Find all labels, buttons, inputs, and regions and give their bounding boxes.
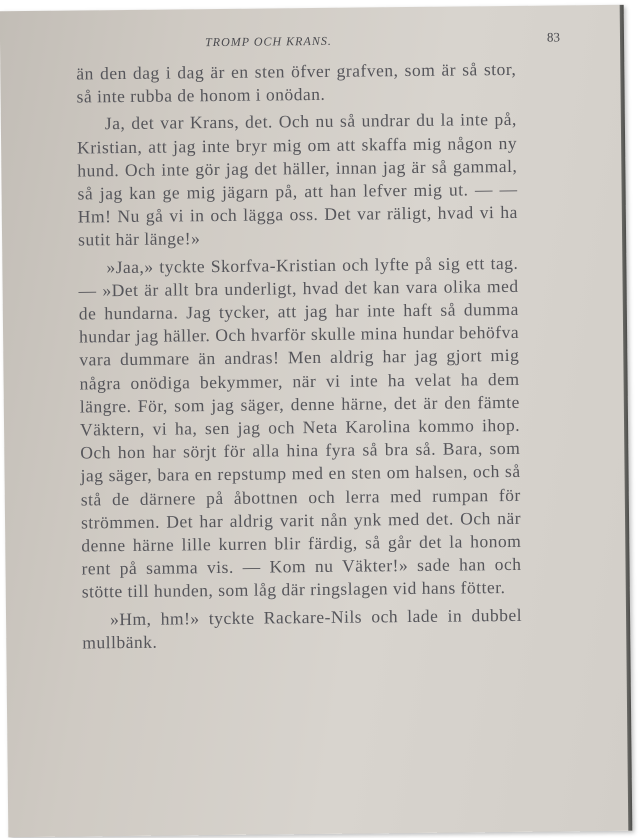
paragraph-1: än den dag i dag är en sten öfver grafven, som är så stor, så inte rubba de honom i onödan. <box>76 58 517 107</box>
page-edge-shadow <box>620 5 633 831</box>
page-number: 83 <box>546 29 561 45</box>
paragraph-2: Ja, det var Krans, det. Och nu så undrar du la inte på, Kristian, att jag inte bryr mig om att skaffa mig någon ny hund. Och inte gör jag det häller, innan jag är så gammal, så jag kan ge mig jägarn på, att han lefver mig ut. — — Hm! Nu gå vi in och lägga oss. Det var räligt, hvad vi ha sutit här länge!» <box>77 109 518 250</box>
page-header <box>60 29 561 57</box>
book-page <box>0 5 632 837</box>
running-title: TROMP OCH KRANS. <box>204 33 332 50</box>
body-text <box>76 58 522 659</box>
paragraph-4: »Hm, hm!» tyckte Rackare-Nils och lade in dubbel mullbänk. <box>82 604 523 653</box>
paragraph-3: »Jaa,» tyckte Skorfva-Kristian och lyfte på sig ett tag. — »Det är allt bra underligt, hvad det kan vara olika med de hundarna. Jag tycker, att jag har inte haft så dumma hundar jag häller. Och hvarför skulle mina hundar behöfva vara dummare än andras! Men aldrig har jag gjort mig några onödiga bekymmer, när vi inte ha velat ha dem längre. För, som jag säger, denne härne, det är den fämte Väktern, vi ha, sen jag och Neta Karolina kommo ihop. Och hon har sörjt för alla hina fyra så bra så. Bara, som jag säger, bara en repstump med en sten om halsen, och så stå de därnere på åbottnen och lerra med rumpan för strömmen. Det har aldrig varit nån ynk med det. Och när denne härne lille kurren blir färdig, så går det la honom rent på samma vis. — Kom nu Väkter!» sade han och stötte till hunden, som låg där ringslagen vid hans fötter. <box>78 252 522 602</box>
